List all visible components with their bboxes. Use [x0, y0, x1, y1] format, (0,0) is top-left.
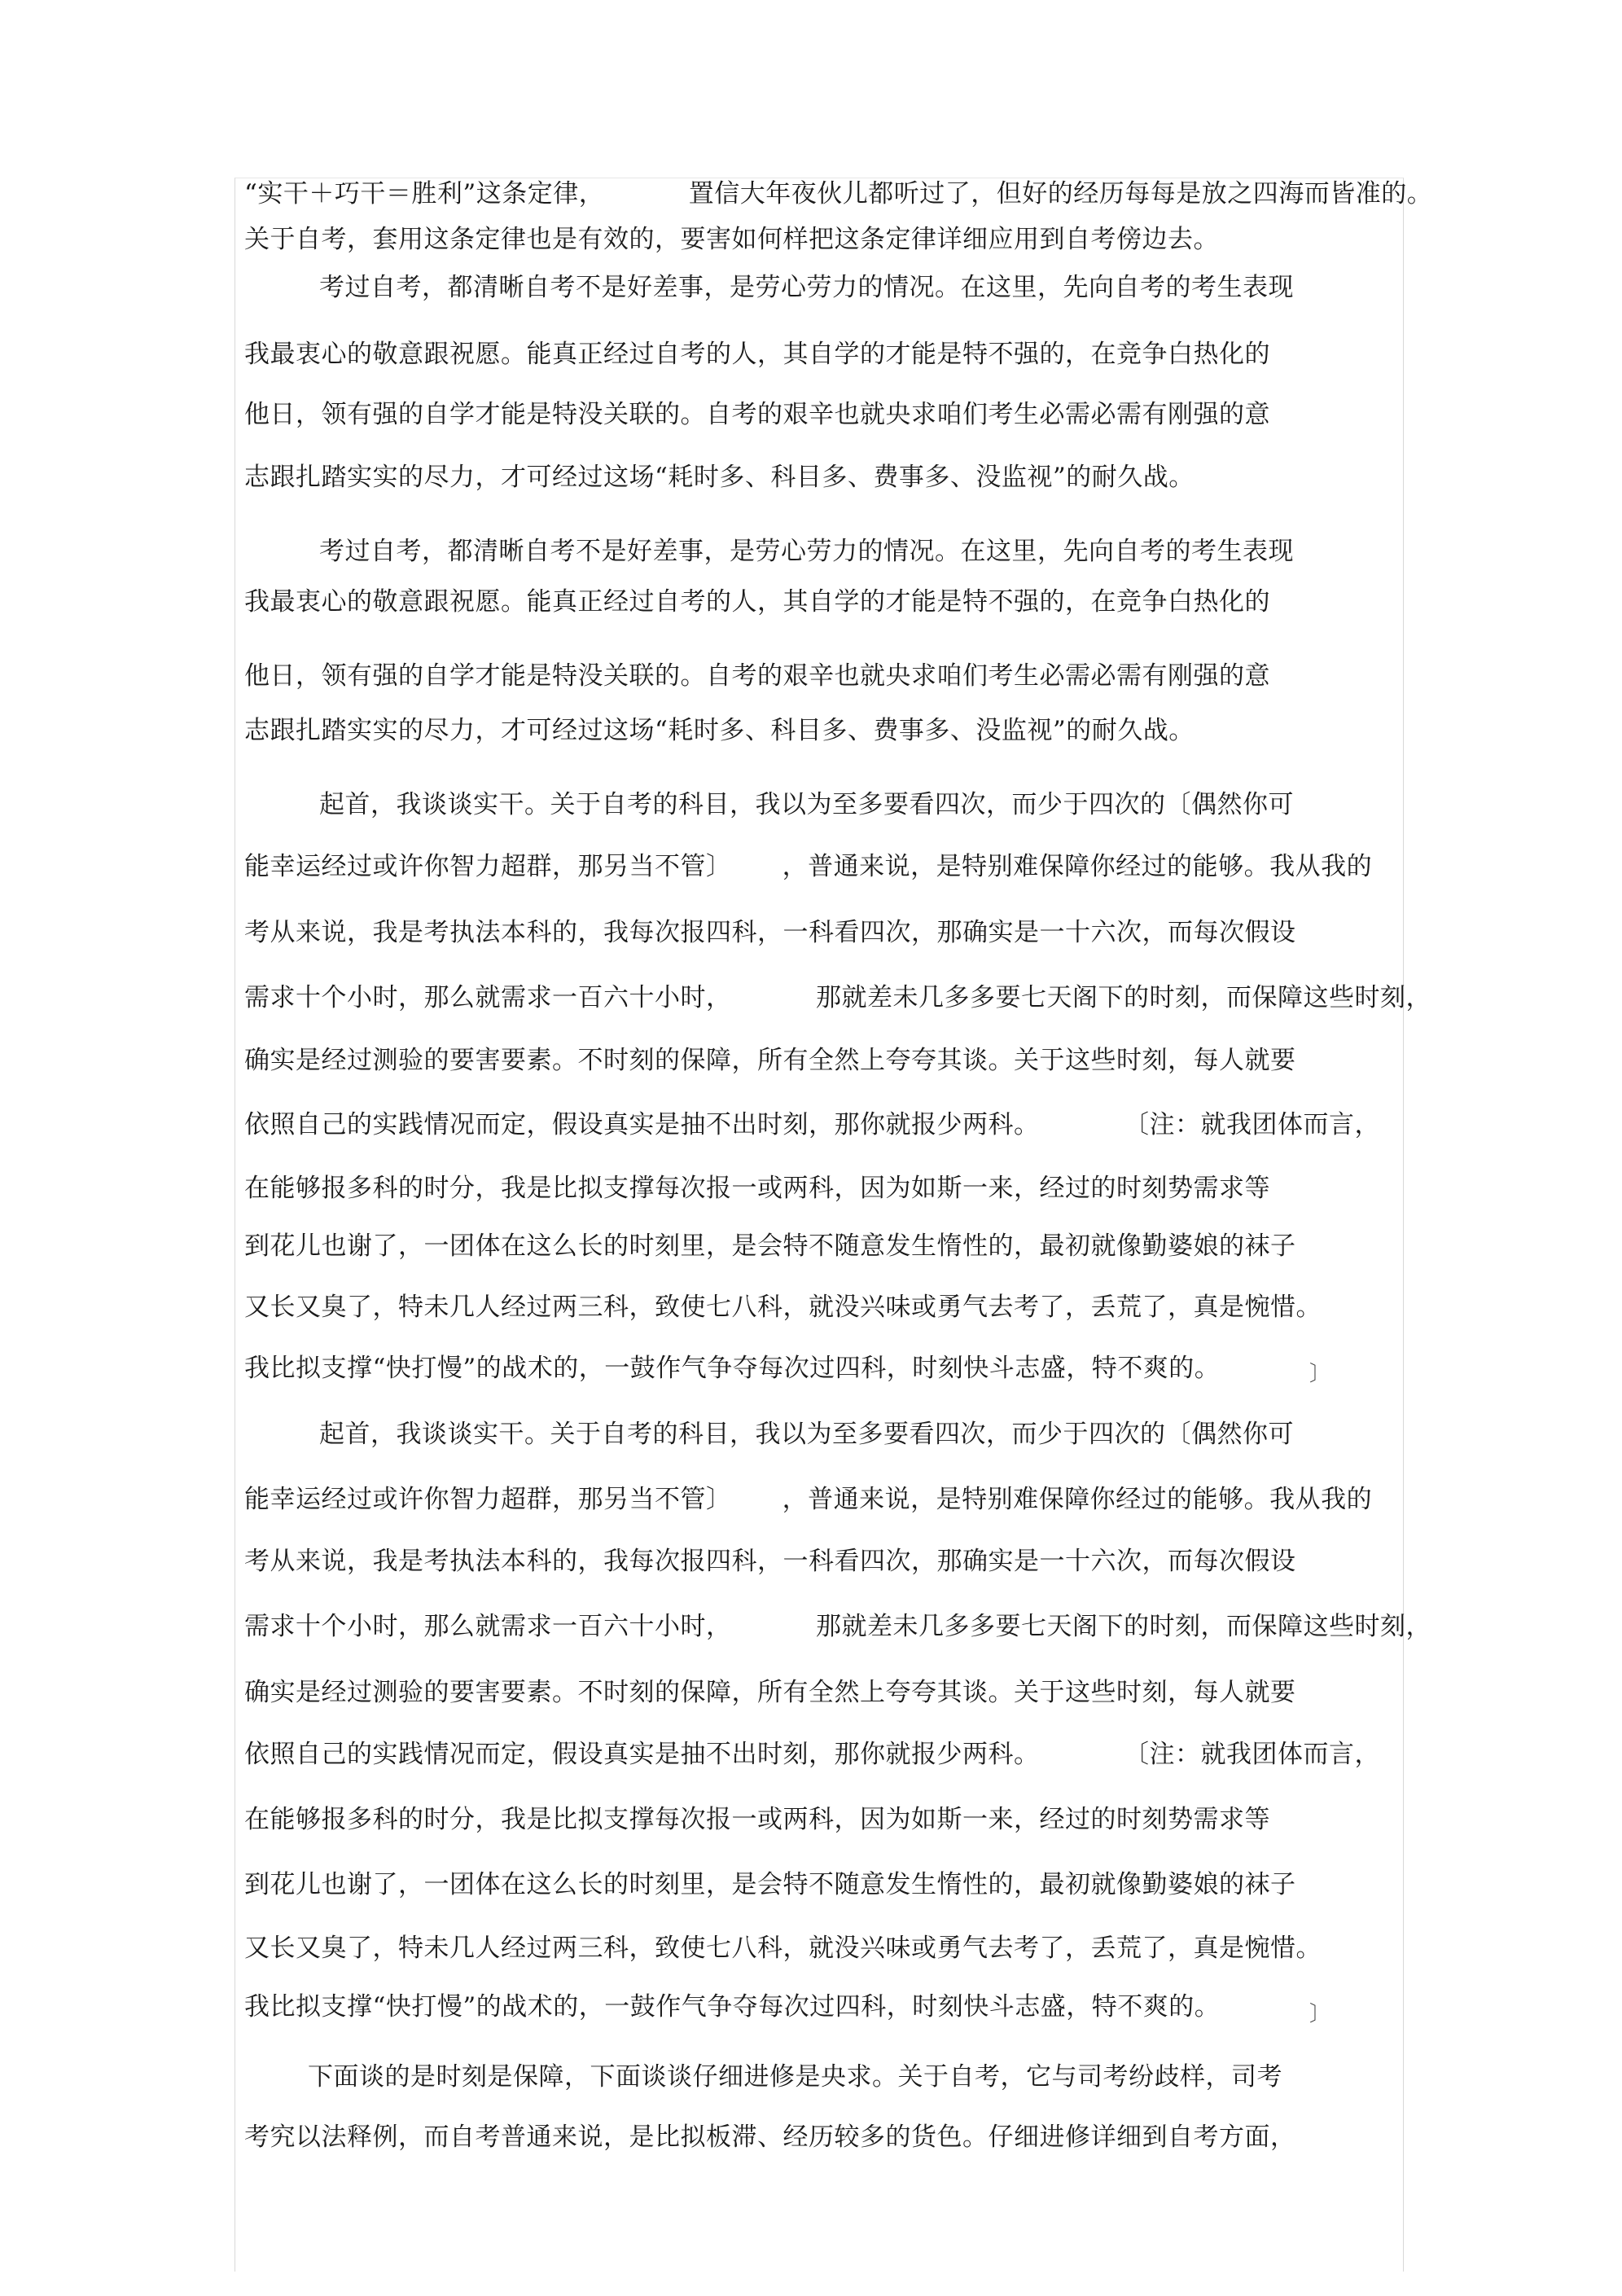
- text-line: 依照自己的实践情况而定，假设真实是抽不出时刻，那你就报少两科。 〔注：就我团体而言，: [244, 1110, 1381, 1139]
- text-line: 考过自考，都清晰自考不是好差事，是劳心劳力的情况。在这里，先向自考的考生表现: [319, 537, 1294, 566]
- text-line: 又长又臭了，特未几人经过两三科，致使七八科，就没兴味或勇气去考了，丢荒了，真是惋惜。: [244, 1934, 1322, 1963]
- text-line: 他日，领有强的自学才能是特没关联的。自考的艰辛也就央求咱们考生必需必需有刚强的意: [244, 661, 1270, 691]
- text-line: 依照自己的实践情况而定，假设真实是抽不出时刻，那你就报少两科。 〔注：就我团体而言，: [244, 1740, 1381, 1769]
- text-line: 我比拟支撑“快打慢”的战术的，一鼓作气争夺每次过四科，时刻快斗志盛，特不爽的。: [244, 1354, 1221, 1383]
- text-line: 下面谈的是时刻是保障，下面谈谈仔细进修是央求。关于自考，它与司考纷歧样，司考: [308, 2062, 1282, 2092]
- text-line: 志跟扎踏实实的尽力，才可经过这场“耗时多、科目多、费事多、没监视”的耐久战。: [244, 716, 1195, 745]
- text-line: 在能够报多科的时分，我是比拟支撑每次报一或两科，因为如斯一来，经过的时刻势需求等: [244, 1174, 1270, 1203]
- text-line: 他日，领有强的自学才能是特没关联的。自考的艰辛也就央求咱们考生必需必需有刚强的意: [244, 400, 1270, 429]
- text-line: 在能够报多科的时分，我是比拟支撑每次报一或两科，因为如斯一来，经过的时刻势需求等: [244, 1805, 1270, 1834]
- text-line: 需求十个小时，那么就需求一百六十小时， 那就差未几多多要七天阁下的时刻，而保障这些时刻，: [244, 1612, 1432, 1641]
- text-line: 到花儿也谢了，一团体在这么长的时刻里，是会特不随意发生惰性的，最初就像勤婆娘的袜子: [244, 1870, 1296, 1899]
- text-line: 到花儿也谢了，一团体在这么长的时刻里，是会特不随意发生惰性的，最初就像勤婆娘的袜子: [244, 1231, 1296, 1261]
- text-line: 我最衷心的敬意跟祝愿。能真正经过自考的人，其自学的才能是特不强的，在竞争白热化的: [244, 587, 1270, 617]
- text-line: 我最衷心的敬意跟祝愿。能真正经过自考的人，其自学的才能是特不强的，在竞争白热化的: [244, 340, 1270, 369]
- text-line: 考究以法释例，而自考普通来说，是比拟板滞、经历较多的货色。仔细进修详细到自考方面，: [244, 2123, 1296, 2152]
- text-line: 考从来说，我是考执法本科的，我每次报四科，一科看四次，那确实是一十六次，而每次假设: [244, 918, 1296, 947]
- text-line: 确实是经过测验的要害要素。不时刻的保障，所有全然上夸夸其谈。关于这些时刻，每人就要: [244, 1678, 1296, 1707]
- text-line: 志跟扎踏实实的尽力，才可经过这场“耗时多、科目多、费事多、没监视”的耐久战。: [244, 463, 1195, 492]
- text-line: 能幸运经过或许你智力超群，那另当不管〕 ，普通来说，是特别难保障你经过的能够。我从我的: [244, 1485, 1373, 1514]
- text-line: 起首，我谈谈实干。关于自考的科目，我以为至多要看四次，而少于四次的〔偶然你可: [319, 790, 1294, 819]
- closing-bracket: 〕: [1309, 2002, 1331, 2026]
- text-line: 需求十个小时，那么就需求一百六十小时， 那就差未几多多要七天阁下的时刻，而保障这些时刻，: [244, 983, 1432, 1012]
- text-line: 起首，我谈谈实干。关于自考的科目，我以为至多要看四次，而少于四次的〔偶然你可: [319, 1420, 1294, 1449]
- text-line: 我比拟支撑“快打慢”的战术的，一鼓作气争夺每次过四科，时刻快斗志盛，特不爽的。: [244, 1992, 1221, 2022]
- text-line: 考从来说，我是考执法本科的，我每次报四科，一科看四次，那确实是一十六次，而每次假设: [244, 1547, 1296, 1576]
- text-line: “实干＋巧干＝胜利”这条定律， 置信大年夜伙儿都听过了，但好的经历每每是放之四海而皆准的。: [244, 179, 1433, 209]
- text-line: 又长又臭了，特未几人经过两三科，致使七八科，就没兴味或勇气去考了，丢荒了，真是惋惜。: [244, 1293, 1322, 1322]
- text-line: 确实是经过测验的要害要素。不时刻的保障，所有全然上夸夸其谈。关于这些时刻，每人就要: [244, 1046, 1296, 1075]
- text-line: 能幸运经过或许你智力超群，那另当不管〕 ，普通来说，是特别难保障你经过的能够。我从我的: [244, 852, 1373, 881]
- text-line: 考过自考，都清晰自考不是好差事，是劳心劳力的情况。在这里，先向自考的考生表现: [319, 273, 1294, 302]
- text-line: 关于自考，套用这条定律也是有效的，要害如何样把这条定律详细应用到自考傍边去。: [244, 225, 1219, 254]
- closing-bracket: 〕: [1309, 1362, 1331, 1386]
